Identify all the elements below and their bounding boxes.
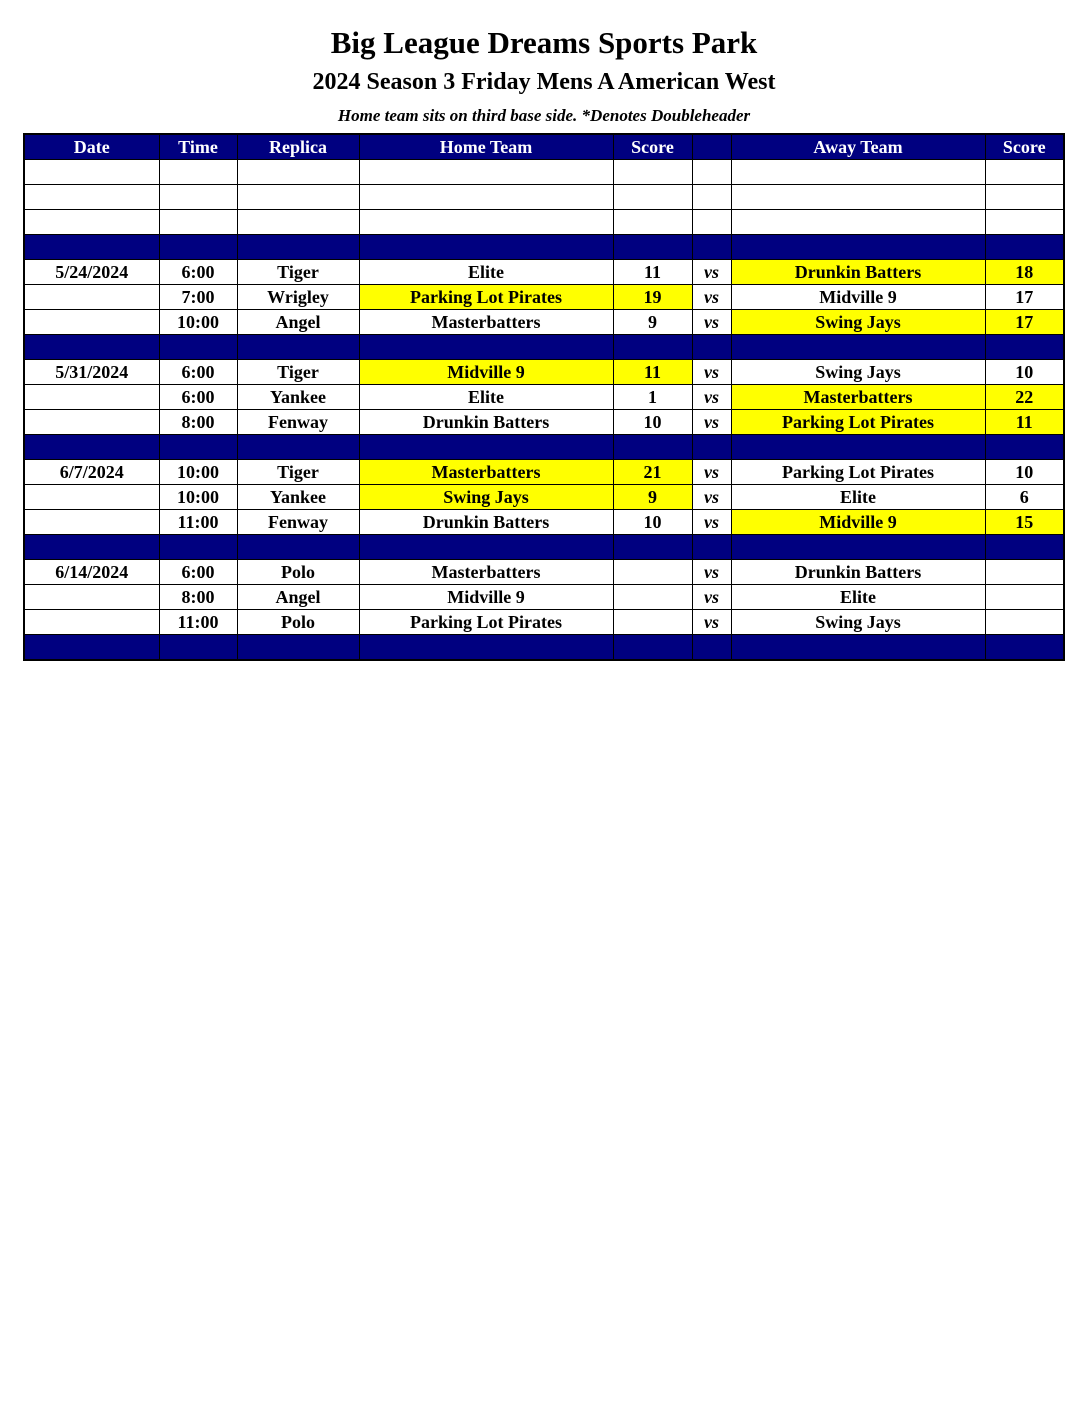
- blank-cell: [613, 160, 692, 185]
- replica-cell: Yankee: [237, 385, 359, 410]
- separator-cell: [24, 435, 159, 460]
- replica-cell: Tiger: [237, 460, 359, 485]
- away-score-cell: [985, 560, 1064, 585]
- vs-cell: vs: [692, 285, 731, 310]
- vs-cell: vs: [692, 610, 731, 635]
- column-header-date: Date: [24, 134, 159, 160]
- time-cell: 6:00: [159, 360, 237, 385]
- replica-cell: Angel: [237, 585, 359, 610]
- home-team-cell: Masterbatters: [359, 460, 613, 485]
- away-team-cell: Elite: [731, 485, 985, 510]
- away-score-cell: 22: [985, 385, 1064, 410]
- vs-cell: vs: [692, 310, 731, 335]
- separator-row: [24, 335, 1064, 360]
- time-cell: 11:00: [159, 510, 237, 535]
- game-row: [24, 560, 1064, 585]
- date-cell: [24, 585, 159, 610]
- separator-cell: [237, 535, 359, 560]
- separator-cell: [24, 535, 159, 560]
- separator-row: [24, 435, 1064, 460]
- replica-cell: Wrigley: [237, 285, 359, 310]
- blank-cell: [359, 210, 613, 235]
- separator-cell: [985, 235, 1064, 260]
- away-team-cell: Midville 9: [731, 510, 985, 535]
- separator-cell: [237, 235, 359, 260]
- time-cell: 10:00: [159, 310, 237, 335]
- blank-cell: [731, 210, 985, 235]
- away-team-cell: Drunkin Batters: [731, 560, 985, 585]
- blank-cell: [237, 185, 359, 210]
- home-score-cell: 11: [613, 260, 692, 285]
- date-cell: 6/7/2024: [24, 460, 159, 485]
- vs-cell: vs: [692, 260, 731, 285]
- replica-cell: Tiger: [237, 360, 359, 385]
- game-row: [24, 460, 1064, 485]
- time-cell: 11:00: [159, 610, 237, 635]
- blank-cell: [359, 185, 613, 210]
- separator-cell: [359, 235, 613, 260]
- vs-cell: vs: [692, 460, 731, 485]
- separator-cell: [985, 435, 1064, 460]
- home-team-cell: Midville 9: [359, 360, 613, 385]
- blank-cell: [985, 185, 1064, 210]
- time-cell: 10:00: [159, 460, 237, 485]
- replica-cell: Fenway: [237, 410, 359, 435]
- home-score-cell: 1: [613, 385, 692, 410]
- game-row: [24, 610, 1064, 635]
- home-team-cell: Swing Jays: [359, 485, 613, 510]
- away-score-cell: 18: [985, 260, 1064, 285]
- column-header-home-score: Score: [613, 134, 692, 160]
- separator-cell: [359, 635, 613, 661]
- away-score-cell: 17: [985, 285, 1064, 310]
- date-cell: [24, 385, 159, 410]
- home-team-cell: Parking Lot Pirates: [359, 285, 613, 310]
- away-team-cell: Elite: [731, 585, 985, 610]
- time-cell: 8:00: [159, 410, 237, 435]
- home-score-cell: 11: [613, 360, 692, 385]
- separator-row: [24, 535, 1064, 560]
- blank-cell: [237, 210, 359, 235]
- separator-cell: [24, 335, 159, 360]
- blank-cell: [159, 210, 237, 235]
- blank-cell: [613, 185, 692, 210]
- game-row: [24, 585, 1064, 610]
- home-score-cell: 10: [613, 510, 692, 535]
- blank-cell: [24, 210, 159, 235]
- game-row: [24, 310, 1064, 335]
- home-team-cell: Drunkin Batters: [359, 410, 613, 435]
- blank-cell: [731, 160, 985, 185]
- date-cell: [24, 485, 159, 510]
- page-note: Home team sits on third base side. *Denotes Doubleheader: [337, 106, 751, 125]
- separator-cell: [159, 335, 237, 360]
- time-cell: 8:00: [159, 585, 237, 610]
- date-cell: 6/14/2024: [24, 560, 159, 585]
- blank-cell: [237, 160, 359, 185]
- separator-cell: [613, 535, 692, 560]
- time-cell: 10:00: [159, 485, 237, 510]
- separator-cell: [159, 235, 237, 260]
- separator-cell: [613, 235, 692, 260]
- home-team-cell: Masterbatters: [359, 560, 613, 585]
- vs-cell: vs: [692, 485, 731, 510]
- separator-cell: [731, 435, 985, 460]
- separator-cell: [692, 635, 731, 661]
- blank-cell: [692, 210, 731, 235]
- game-row: [24, 360, 1064, 385]
- away-score-cell: 17: [985, 310, 1064, 335]
- away-team-cell: Swing Jays: [731, 360, 985, 385]
- blank-row: [24, 185, 1064, 210]
- away-team-cell: Parking Lot Pirates: [731, 410, 985, 435]
- time-cell: 6:00: [159, 260, 237, 285]
- away-score-cell: 11: [985, 410, 1064, 435]
- separator-cell: [237, 435, 359, 460]
- blank-cell: [24, 185, 159, 210]
- separator-cell: [159, 435, 237, 460]
- away-score-cell: [985, 585, 1064, 610]
- column-header-time: Time: [159, 134, 237, 160]
- blank-cell: [692, 160, 731, 185]
- blank-cell: [731, 185, 985, 210]
- replica-cell: Polo: [237, 560, 359, 585]
- blank-cell: [159, 160, 237, 185]
- away-team-cell: Swing Jays: [731, 310, 985, 335]
- away-team-cell: Midville 9: [731, 285, 985, 310]
- home-team-cell: Drunkin Batters: [359, 510, 613, 535]
- date-cell: [24, 610, 159, 635]
- separator-cell: [731, 635, 985, 661]
- date-cell: [24, 510, 159, 535]
- separator-cell: [731, 335, 985, 360]
- replica-cell: Fenway: [237, 510, 359, 535]
- vs-cell: vs: [692, 585, 731, 610]
- game-row: [24, 485, 1064, 510]
- blank-cell: [359, 160, 613, 185]
- home-score-cell: 9: [613, 310, 692, 335]
- schedule-body: [24, 160, 1064, 661]
- game-row: [24, 410, 1064, 435]
- game-row: [24, 510, 1064, 535]
- date-cell: 5/24/2024: [24, 260, 159, 285]
- home-score-cell: [613, 585, 692, 610]
- separator-cell: [237, 335, 359, 360]
- column-header-vs: [692, 134, 731, 160]
- separator-cell: [692, 335, 731, 360]
- home-team-cell: Elite: [359, 385, 613, 410]
- separator-row: [24, 635, 1064, 661]
- replica-cell: Tiger: [237, 260, 359, 285]
- replica-cell: Yankee: [237, 485, 359, 510]
- game-row: [24, 285, 1064, 310]
- vs-cell: vs: [692, 385, 731, 410]
- away-score-cell: 15: [985, 510, 1064, 535]
- home-score-cell: 9: [613, 485, 692, 510]
- away-score-cell: 10: [985, 460, 1064, 485]
- vs-cell: vs: [692, 560, 731, 585]
- home-score-cell: [613, 610, 692, 635]
- separator-cell: [359, 435, 613, 460]
- home-team-cell: Parking Lot Pirates: [359, 610, 613, 635]
- column-header-away-score: Score: [985, 134, 1064, 160]
- column-header-home-team: Home Team: [359, 134, 613, 160]
- separator-row: [24, 235, 1064, 260]
- separator-cell: [985, 635, 1064, 661]
- column-header-away-team: Away Team: [731, 134, 985, 160]
- game-row: [24, 385, 1064, 410]
- column-header-replica: Replica: [237, 134, 359, 160]
- separator-cell: [237, 635, 359, 661]
- schedule-table: [23, 133, 1065, 661]
- table-header-row: [24, 134, 1064, 160]
- home-score-cell: 19: [613, 285, 692, 310]
- home-score-cell: 10: [613, 410, 692, 435]
- home-team-cell: Elite: [359, 260, 613, 285]
- separator-cell: [24, 235, 159, 260]
- separator-cell: [692, 235, 731, 260]
- blank-cell: [985, 160, 1064, 185]
- blank-row: [24, 210, 1064, 235]
- away-team-cell: Swing Jays: [731, 610, 985, 635]
- separator-cell: [613, 435, 692, 460]
- away-score-cell: 10: [985, 360, 1064, 385]
- time-cell: 6:00: [159, 560, 237, 585]
- separator-cell: [731, 535, 985, 560]
- time-cell: 6:00: [159, 385, 237, 410]
- home-score-cell: [613, 560, 692, 585]
- date-cell: [24, 410, 159, 435]
- blank-cell: [692, 185, 731, 210]
- home-team-cell: Masterbatters: [359, 310, 613, 335]
- separator-cell: [985, 535, 1064, 560]
- away-team-cell: Drunkin Batters: [731, 260, 985, 285]
- vs-cell: vs: [692, 410, 731, 435]
- time-cell: 7:00: [159, 285, 237, 310]
- blank-cell: [159, 185, 237, 210]
- separator-cell: [731, 235, 985, 260]
- game-row: [24, 260, 1064, 285]
- separator-cell: [692, 435, 731, 460]
- date-cell: [24, 310, 159, 335]
- away-score-cell: 6: [985, 485, 1064, 510]
- away-score-cell: [985, 610, 1064, 635]
- separator-cell: [985, 335, 1064, 360]
- separator-cell: [159, 535, 237, 560]
- away-team-cell: Masterbatters: [731, 385, 985, 410]
- blank-cell: [24, 160, 159, 185]
- separator-cell: [359, 535, 613, 560]
- blank-cell: [613, 210, 692, 235]
- replica-cell: Angel: [237, 310, 359, 335]
- separator-cell: [24, 635, 159, 661]
- vs-cell: vs: [692, 510, 731, 535]
- date-cell: 5/31/2024: [24, 360, 159, 385]
- separator-cell: [159, 635, 237, 661]
- replica-cell: Polo: [237, 610, 359, 635]
- vs-cell: vs: [692, 360, 731, 385]
- blank-cell: [985, 210, 1064, 235]
- separator-cell: [692, 535, 731, 560]
- separator-cell: [359, 335, 613, 360]
- separator-cell: [613, 635, 692, 661]
- date-cell: [24, 285, 159, 310]
- separator-cell: [613, 335, 692, 360]
- page-subtitle: 2024 Season 3 Friday Mens A American West: [312, 69, 776, 95]
- home-team-cell: Midville 9: [359, 585, 613, 610]
- page-title: Big League Dreams Sports Park: [330, 25, 758, 60]
- blank-row: [24, 160, 1064, 185]
- home-score-cell: 21: [613, 460, 692, 485]
- away-team-cell: Parking Lot Pirates: [731, 460, 985, 485]
